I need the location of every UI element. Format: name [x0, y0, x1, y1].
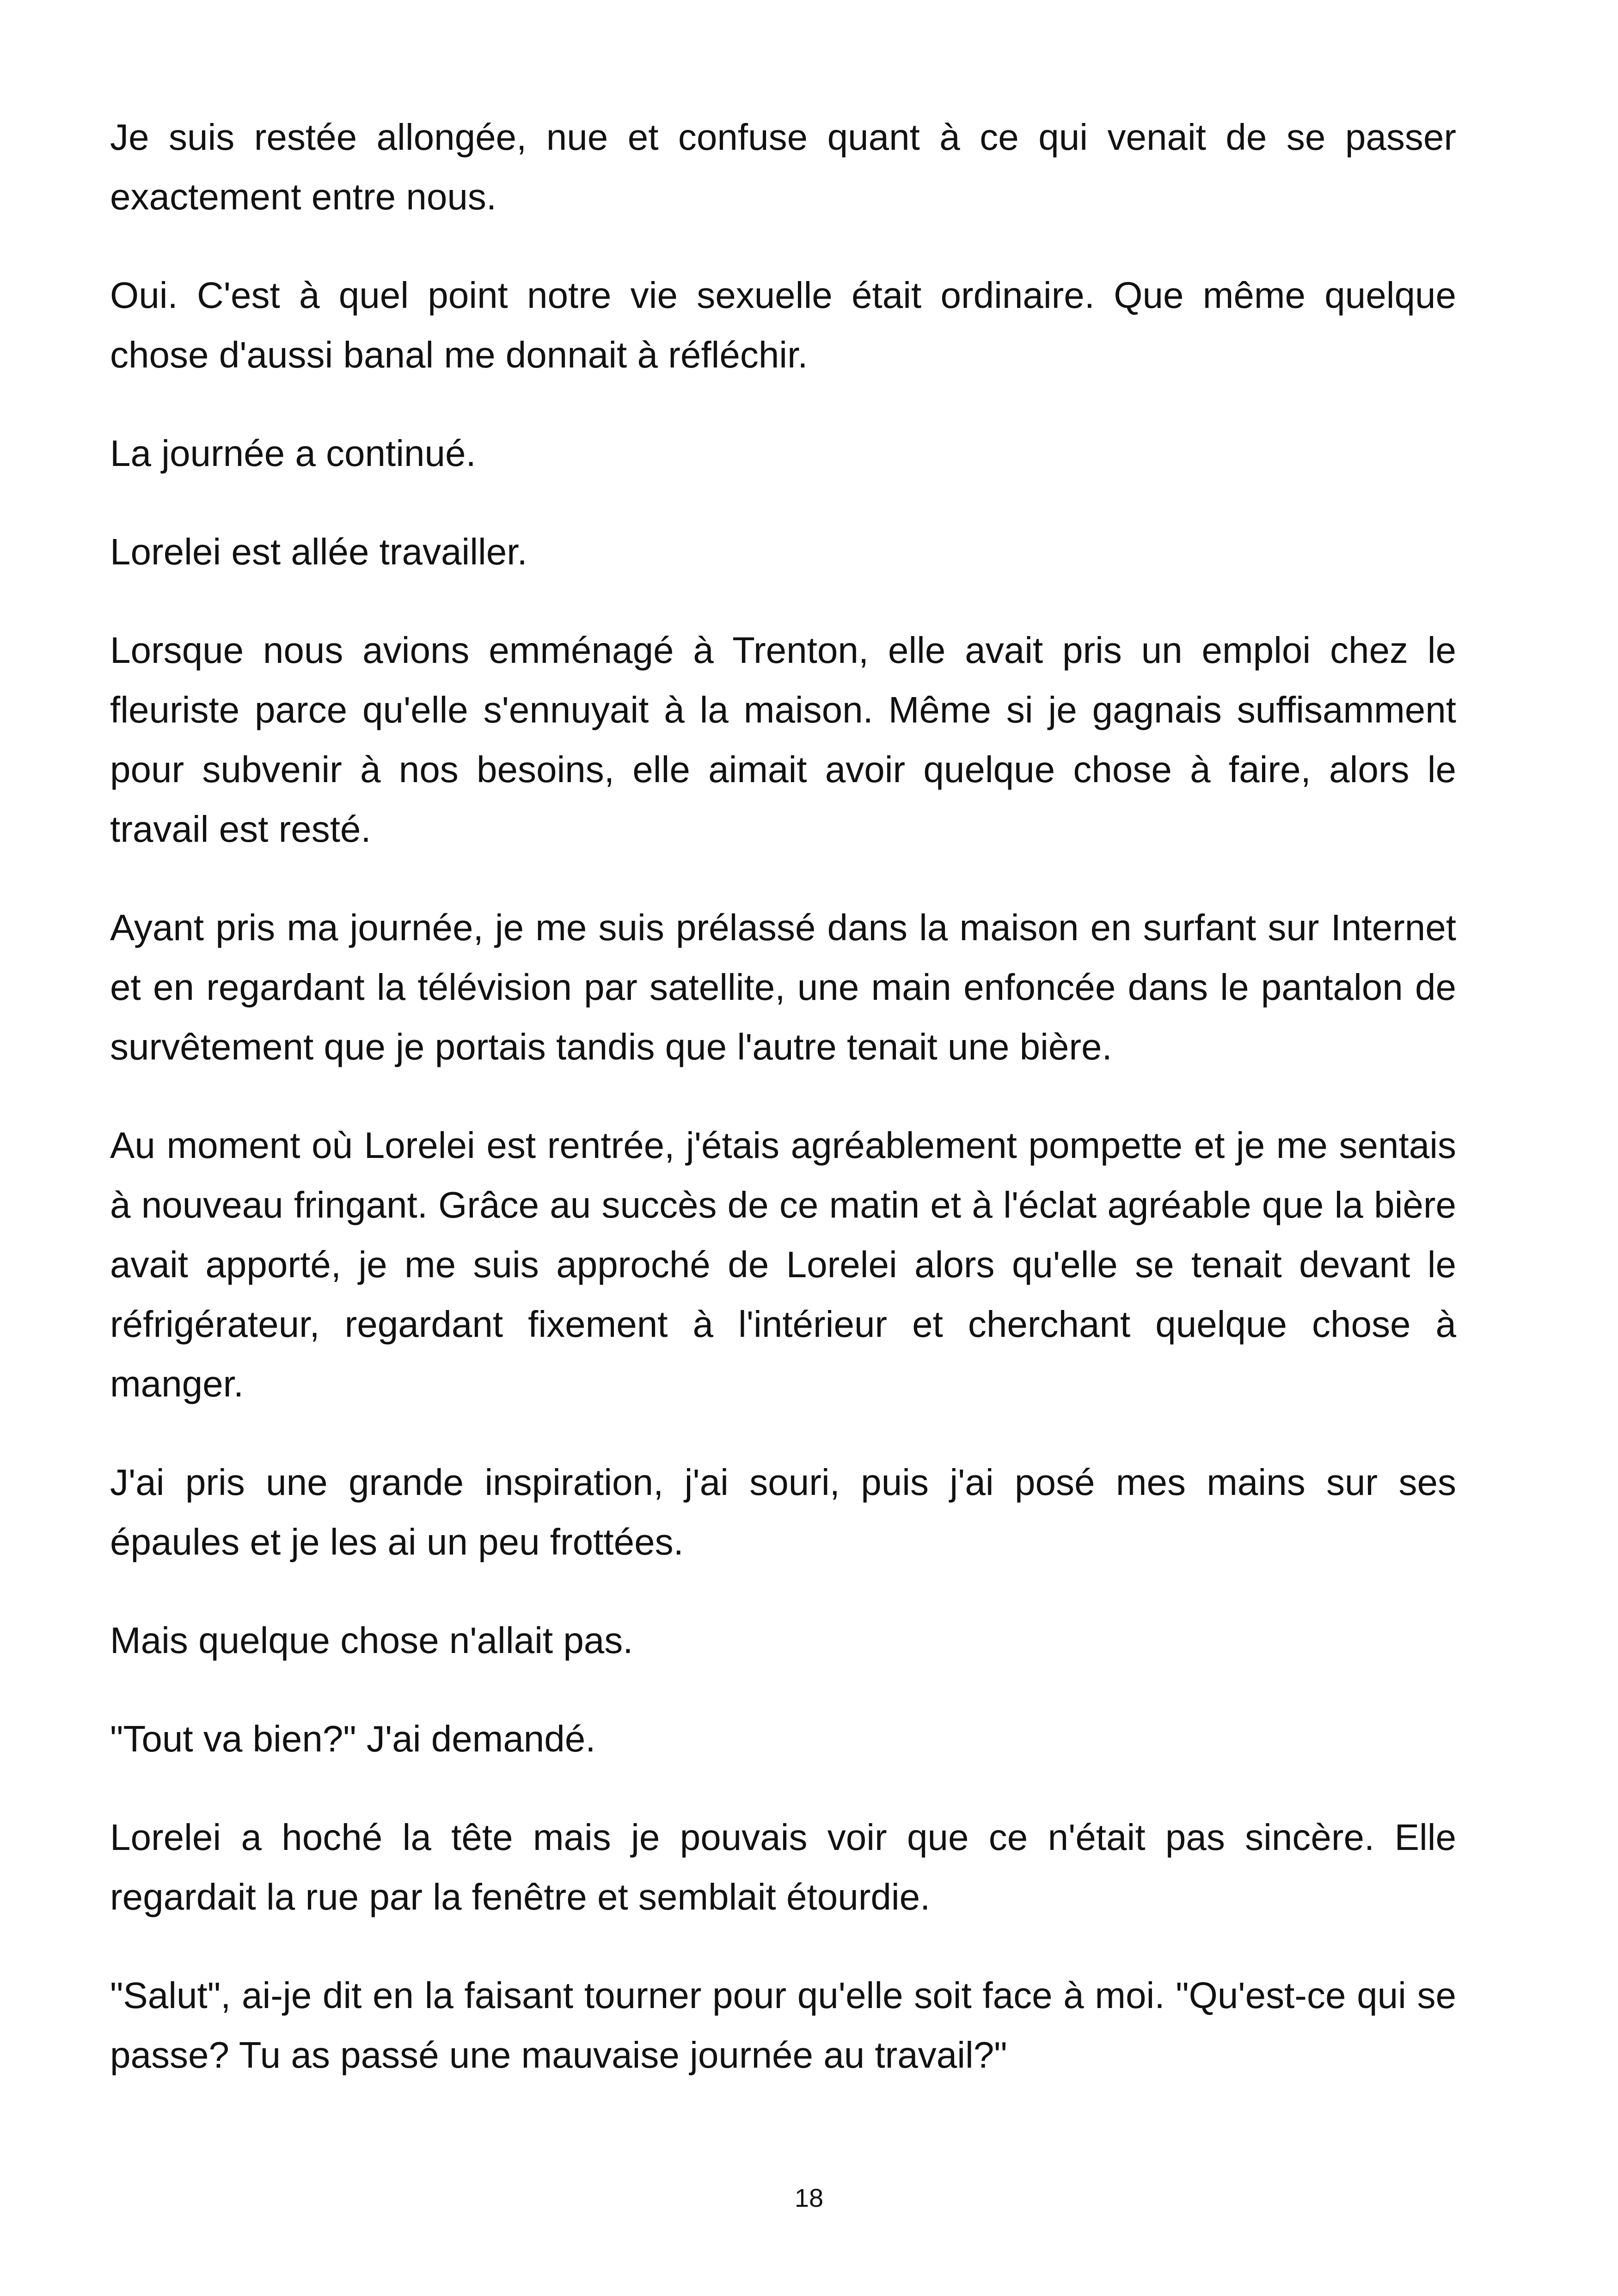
paragraph: Je suis restée allongée, nue et confuse quant à ce qui venait de se passer exactement entre nous. [110, 116, 1456, 217]
paragraph: La journée a continué. [110, 433, 476, 474]
paragraph: Lorelei est allée travailler. [110, 531, 527, 572]
page-number: 18 [794, 2183, 824, 2212]
body-text [110, 107, 1456, 2124]
paragraph: Lorsque nous avions emménagé à Trenton, elle avait pris un emploi chez le fleuriste parce qu'elle s'ennuyait à la maison. Même si je gagnais suffisamment pour subvenir à nos besoins, elle aimait avoir quelque chose à faire, alors le travail est resté. [110, 630, 1456, 850]
paragraph: Mais quelque chose n'allait pas. [110, 1620, 633, 1661]
paragraph: Lorelei a hoché la tête mais je pouvais voir que ce n'était pas sincère. Elle regardait la rue par la fenêtre et semblait étourdie. [110, 1817, 1456, 1917]
paragraph: Au moment où Lorelei est rentrée, j'étais agréablement pompette et je me sentais à nouveau fringant. Grâce au succès de ce matin et à l'éclat agréable que la bière avait apporté, je me suis approché de Lorelei alors qu'elle se tenait devant le réfrigérateur, regardant fixement à l'intérieur et cherchant quelque chose à manger. [110, 1125, 1456, 1404]
paragraph: "Salut", ai-je dit en la faisant tourner pour qu'elle soit face à moi. "Qu'est-ce qui se passe? Tu as passé une mauvaise journée au travail?" [110, 1975, 1456, 2076]
paragraph: J'ai pris une grande inspiration, j'ai souri, puis j'ai posé mes mains sur ses épaules et je les ai un peu frottées. [110, 1462, 1456, 1562]
paragraph: Ayant pris ma journée, je me suis prélassé dans la maison en surfant sur Internet et en regardant la télévision par satellite, une main enfoncée dans le pantalon de survêtement que je portais tandis que l'autre tenait une bière. [110, 907, 1456, 1067]
paragraph: Oui. C'est à quel point notre vie sexuelle était ordinaire. Que même quelque chose d'aussi banal me donnait à réfléchir. [110, 275, 1456, 375]
paragraph: "Tout va bien?" J'ai demandé. [110, 1718, 596, 1759]
